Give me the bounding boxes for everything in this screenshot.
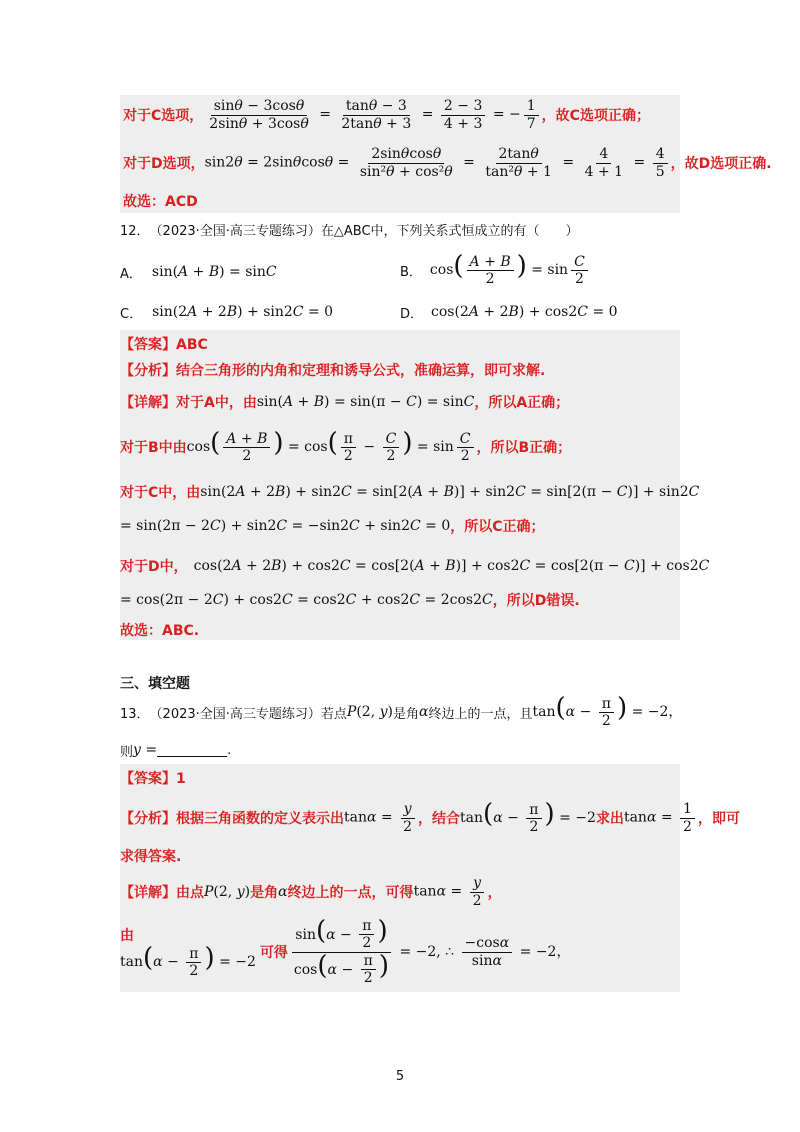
q13-detail-1: 【详解】由点 P(2, y) 是角 α 终边上的一点，可得 tanα = $\frac{y}{2}$ ，: [120, 875, 502, 909]
option-d-line: [123, 143, 772, 183]
section-title: 三、填空题: [120, 676, 190, 692]
q12-number: 12．: [120, 223, 150, 239]
option-c-line: [123, 95, 650, 135]
option-c-letter: C．: [120, 306, 143, 322]
option-d: D． cos(2A + 2B) + cos2C = 0: [400, 304, 618, 322]
q12-detail-d2: = cos(2π − 2C) + cos2C = cos2C + cos2C = 2cos2C ，所以D错误.: [120, 592, 580, 609]
q12-text: （2023·全国·高三专题练习）在△ABC中，下列关系式恒成立的有（ ）: [149, 223, 579, 239]
option-c: C． sin(2A + 2B) + sin2C = 0: [120, 304, 334, 322]
d-suffix: ，故D选项正确.: [670, 156, 772, 172]
option-b-letter: B．: [400, 264, 422, 280]
answer-blank: [157, 744, 227, 757]
q12-detail-c2: = sin(2π − 2C) + sin2C = −sin2C + sin2C = 0 ，所以C正确；: [120, 518, 545, 535]
answer-line: [123, 191, 198, 211]
option-d-letter: D．: [400, 306, 424, 322]
c-suffix: ，故C选项正确；: [541, 108, 650, 124]
q12-answer: 【答案】ABC: [120, 337, 208, 353]
solution-box-q12: [120, 330, 710, 640]
q12-detail-d1: 对于D中， cos(2A + 2B) + cos2C = cos[2(A + B)] + cos2C = cos[2(π − C)] + cos2C: [120, 558, 710, 575]
q12-detail-a: 【详解】对于A中，由 sin(A + B) = sin(π − C) = sinC ，所以A正确；: [120, 394, 570, 411]
q13-detail-2: 由 tan(α − $\frac{\pi}{2}$ ) = −2 可得 sin(α − $\frac{\pi}{2}$ ) cos(α − $\frac{\pi}{2}$ ) = −2, ∴ $\frac{-\cos\alpha}{\sin\alpha}$ = −2，: [120, 915, 571, 986]
question-13: 13． （2023·全国·高三专题练习）若点 P(2, y) 是角 α 终边上的一点，且 tan(α − $\frac{\pi}{2}$ ) = −2，: [120, 693, 683, 729]
option-b: B． cos( $\frac{A + B}{2}$ ) = sin $\frac{C}{2}$: [400, 250, 591, 290]
option-a-letter: A．: [120, 266, 142, 282]
q12-final: 故选：ABC.: [120, 623, 200, 639]
q13-analysis: 【分析】根据三角函数的定义表示出 tanα = $\frac{y}{2}$ ，结合 tan(α − $\frac{\pi}{2}$ ) = −2 求出 tanα = $\frac{1}{2}$ ，即可: [120, 799, 740, 835]
solution-box-q11: [120, 95, 772, 213]
c-prefix: 对于C选项，: [123, 108, 204, 124]
solution-box-q13: [120, 764, 740, 992]
option-a: A． sin(A + B) = sinC: [120, 264, 277, 282]
q13-answer: 【答案】1: [120, 771, 186, 787]
page-number: 5: [395, 1069, 405, 1084]
answer-text: 故选：ACD: [123, 194, 198, 210]
q13-analysis-2: 求得答案.: [120, 849, 182, 865]
d-formula: sin2θ = 2sinθcosθ = $\frac{2\sin\theta\cos\theta}{\text{sin²θ + cos²θ}}$ = $\frac{2\tan\theta}{\text{tan²θ + 1}}$ = $\frac{4}{4 + 1}$ = $\frac{4}{5}$: [205, 146, 671, 179]
d-prefix: 对于D选项，: [123, 156, 205, 172]
q12-detail-b: 对于B中由 cos( $\frac{A + B}{2}$ ) = cos( $\frac{\pi}{2}$ − $\frac{C}{2}$ ) = sin $\frac{C}{2}$ ，所以B正确；: [120, 428, 572, 464]
q12-analysis: 【分析】结合三角形的内角和定理和诱导公式，准确运算，即可求解.: [120, 363, 546, 379]
question-12: [120, 220, 579, 238]
question-13-line2: 则 y = .: [120, 742, 232, 760]
q12-detail-c1: 对于C中，由 sin(2A + 2B) + sin2C = sin[2(A + B)] + sin2C = sin[2(π − C)] + sin2C: [120, 484, 700, 501]
c-formula: $\frac{\sin\theta - 3\cos\theta}{2\sin\theta + 3\cos\theta}$ = $\frac{\tan\theta - 3}{2\tan\theta + 3}$ = $\frac{2 - 3}{4 + 3}$ = − $\frac{1}{7}$: [203, 98, 541, 131]
